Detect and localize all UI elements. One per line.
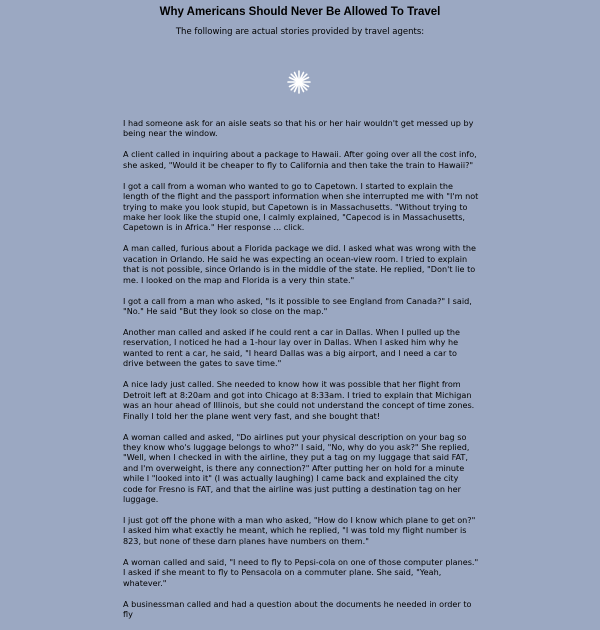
page-subtitle: The following are actual stories provided by travel agents: (175, 27, 425, 37)
story-paragraph: I just got off the phone with a man who asked, "How do I know which plane to get on?" I asked him what exactly he meant, which he replied, "I was told my flight number is 823, but none of these darn planes have numbers on them." (123, 514, 476, 546)
starburst-icon (287, 70, 311, 94)
story-paragraph: A woman called and said, "I need to fly to Pepsi-cola on one of those computer planes." I asked if she meant to fly to Pensacola on a commuter plane. She said, "Yeah, whatever." (123, 556, 479, 588)
story-paragraph: I got a call from a man who asked, "Is it possible to see England from Canada?" I said, "No." He said "But they look so close on the map." (123, 295, 472, 317)
story-paragraph: A woman called and asked, "Do airlines put your physical description on your bag so they know who's luggage belongs to who?" I said, "No, why do you ask?" She replied, "Well, when I checked in with the airline, they put a tag on my luggage that said FAT, and I'm overweight, is there any connection?" After putting her on hold for a minute while I "looked into it" (I was actually laughing) I came back and explained the city code for Fresno is FAT, and that the airline was just putting a destination tag on her luggage. (123, 431, 470, 504)
story-list (123, 118, 480, 630)
story-paragraph: A man called, furious about a Florida package we did. I asked what was wrong with the vacation in Orlando. He said he was expecting an ocean-view room. I tried to explain that is not possible, since Orlando is in the middle of the state. He replied, "Don't lie to me. I looked on the map and Florida is a very thin state." (123, 243, 477, 285)
story-paragraph: A nice lady just called. She needed to know how it was possible that her flight from Detroit left at 8:20am and got into Chicago at 8:33am. I tried to explain that Michigan was an hour ahead of Illinois, but she could not understand the concept of time zones. Finally I told her the plane went very fast, and she bought that! (123, 379, 475, 421)
story-paragraph: A client called in inquiring about a package to Hawaii. After going over all the cost info, she asked, "Would it be cheaper to fly to California and then take the train to Hawaii?" (123, 149, 477, 170)
story-paragraph: Another man called and asked if he could rent a car in Dallas. When I pulled up the reservation, I noticed he had a 1-hour lay over in Dallas. When I asked him why he wanted to rent a car, he said, "I heard Dallas was a big airport, and I need a car to drive between the gates to save time." (123, 327, 461, 369)
story-paragraph: A businessman called and had a question about the documents he needed in order to fly (123, 598, 472, 619)
story-paragraph: I got a call from a woman who wanted to go to Capetown. I started to explain the length of the flight and the passport information when she interrupted me with "I'm not trying to make you look stupid, but Capetown is in Massachusetts. "Without trying to make her look like the stupid one, I calmly explained, "Capecod is in Massachusetts, Capetown is in Africa." Her response ... click. (123, 180, 479, 233)
page-title: Why Americans Should Never Be Allowed To Travel (159, 6, 441, 18)
story-paragraph: I had someone ask for an aisle seats so that his or her hair wouldn't get messed up by being near the window. (123, 118, 474, 139)
